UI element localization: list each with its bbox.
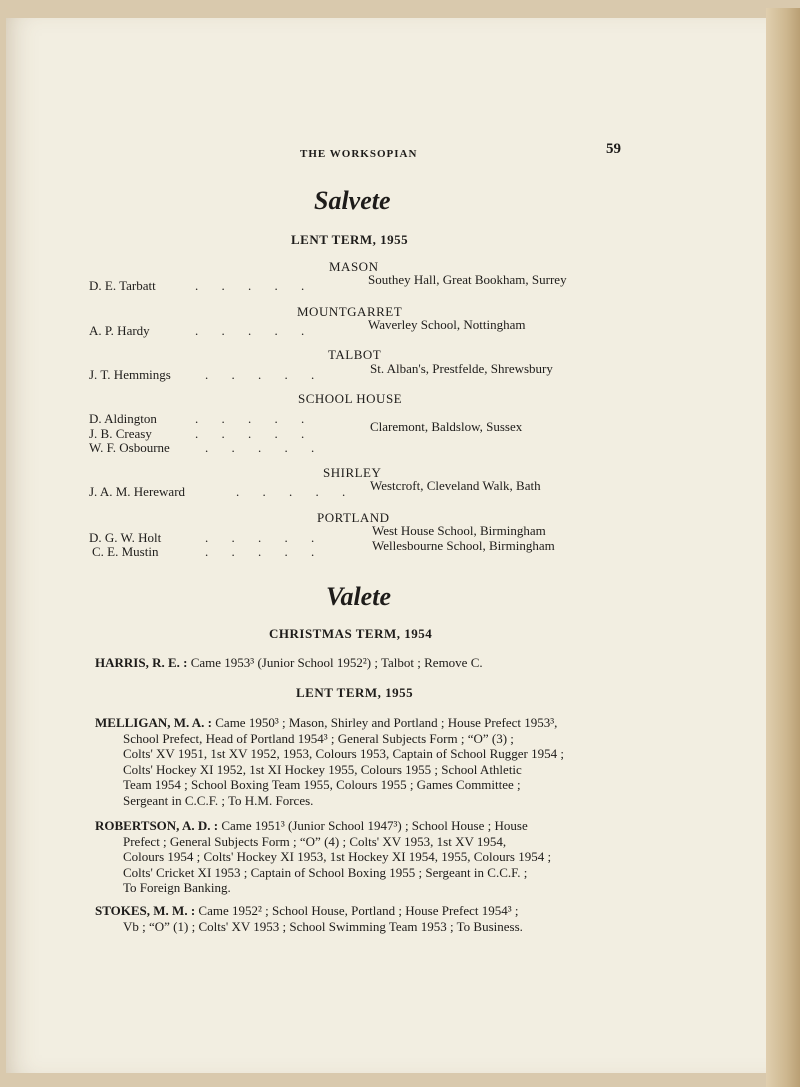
leader-dots: . . . . .	[195, 323, 315, 338]
valete-entry-harris	[95, 655, 483, 671]
leaver-details-line: Vb ; “O” (1) ; Colts' XV 1953 ; School Swimming Team 1953 ; To Business.	[123, 918, 523, 934]
leaver-details-line: Sergeant in C.C.F. ; To H.M. Forces.	[123, 792, 314, 808]
previous-school: Claremont, Baldslow, Sussex	[370, 419, 523, 434]
leader-dots: . . . . .	[236, 484, 356, 499]
valete-entry-melligan	[95, 715, 564, 808]
previous-school: West House School, Birmingham	[372, 523, 546, 538]
house-heading: SHIRLEY	[323, 465, 382, 480]
leaver-details-line: Colts' Cricket XI 1953 ; Captain of School Boxing 1955 ; Sergeant in C.C.F. ;	[123, 864, 528, 880]
house-heading: MOUNTGARRET	[297, 304, 403, 319]
leaver-details-line: Colts' Hockey XI 1952, 1st XI Hockey 1955, Colours 1955 ; School Athletic	[123, 761, 522, 777]
student-name: C. E. Mustin	[92, 544, 159, 559]
leaver-details-line: Team 1954 ; School Boxing Team 1955, Colours 1955 ; Games Committee ;	[123, 777, 521, 792]
leaver-name: STOKES, M. M. :	[95, 903, 196, 918]
salvete-term: LENT TERM, 1955	[291, 232, 409, 247]
leaver-name: HARRIS, R. E. :	[95, 655, 188, 670]
leaver-details-line: Colours 1954 ; Colts' Hockey XI 1953, 1st Hockey XI 1954, 1955, Colours 1954 ;	[123, 849, 552, 864]
leaver-details-line: Came 1951³ (Junior School 1947³) ; School House ; House	[221, 818, 528, 833]
previous-school: Wellesbourne School, Birmingham	[372, 538, 555, 553]
lent-term: LENT TERM, 1955	[296, 685, 414, 700]
leader-dots: . . . . .	[195, 278, 315, 293]
running-title: THE WORKSOPIAN	[300, 148, 418, 160]
valete-entry-robertson	[95, 818, 551, 896]
leaver-name: ROBERTSON, A. D. :	[95, 818, 219, 833]
page-number: 59	[606, 141, 621, 157]
leader-dots: . . . . .	[205, 367, 325, 382]
previous-school: Southey Hall, Great Bookham, Surrey	[368, 272, 567, 287]
valete-entry-stokes	[95, 903, 523, 934]
house-heading: MASON	[329, 259, 379, 274]
student-name: D. Aldington	[89, 411, 157, 426]
student-name: A. P. Hardy	[89, 323, 150, 338]
house-heading: TALBOT	[328, 347, 382, 362]
house-heading: PORTLAND	[317, 510, 390, 525]
leader-dots: . . . . .	[205, 530, 325, 545]
leaver-name: MELLIGAN, M. A. :	[95, 715, 212, 730]
christmas-term: CHRISTMAS TERM, 1954	[269, 626, 433, 641]
leaver-details: Came 1953³ (Junior School 1952²) ; Talbot ; Remove C.	[190, 655, 483, 670]
previous-school: St. Alban's, Prestfelde, Shrewsbury	[370, 361, 553, 376]
leaver-details-line: School Prefect, Head of Portland 1954³ ; General Subjects Form ; “O” (3) ;	[123, 730, 514, 746]
house-heading: SCHOOL HOUSE	[298, 391, 403, 406]
student-name: D. E. Tarbatt	[89, 278, 156, 293]
page-edge	[766, 8, 800, 1087]
leaver-details-line: Colts' XV 1951, 1st XV 1952, 1953, Colours 1953, Captain of School Rugger 1954 ;	[123, 746, 564, 761]
student-name: J. A. M. Hereward	[89, 484, 186, 499]
leaver-details-line: Came 1950³ ; Mason, Shirley and Portland ; House Prefect 1953³,	[215, 715, 558, 730]
leaver-details-line: To Foreign Banking.	[123, 880, 231, 895]
student-name: W. F. Osbourne	[89, 440, 170, 455]
student-name: J. B. Creasy	[89, 426, 152, 441]
leader-dots: . . . . .	[195, 426, 315, 441]
salvete-title: Salvete	[314, 186, 391, 215]
leader-dots: . . . . .	[195, 411, 315, 426]
previous-school: Westcroft, Cleveland Walk, Bath	[370, 478, 541, 493]
previous-school: Waverley School, Nottingham	[368, 317, 526, 332]
leaver-details-line: Came 1952² ; School House, Portland ; House Prefect 1954³ ;	[198, 903, 519, 918]
valete-title: Valete	[326, 582, 391, 611]
leaver-details-line: Prefect ; General Subjects Form ; “O” (4) ; Colts' XV 1953, 1st XV 1954,	[123, 833, 507, 849]
leader-dots: . . . . .	[205, 440, 325, 455]
student-name: D. G. W. Holt	[89, 530, 162, 545]
student-name: J. T. Hemmings	[89, 367, 171, 382]
leader-dots: . . . . .	[205, 544, 325, 559]
